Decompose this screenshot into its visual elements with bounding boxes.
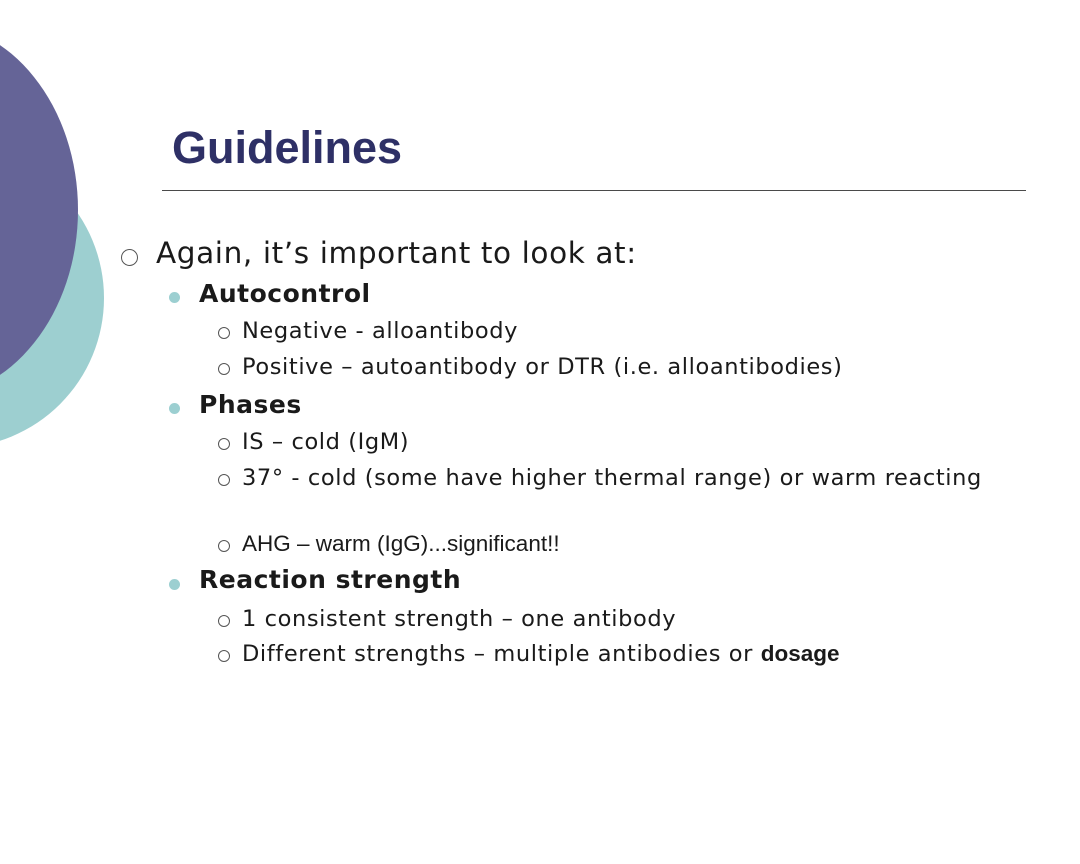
different-strengths-text: Different strengths – multiple antibodies or	[242, 641, 761, 667]
section-heading-autocontrol: Autocontrol	[199, 279, 371, 308]
small-circle-bullet-icon	[218, 650, 230, 662]
slide-title: Guidelines	[172, 122, 403, 173]
list-item-consistent-strength: 1 consistent strength – one antibody	[242, 606, 677, 632]
title-divider	[162, 190, 1026, 191]
dosage-emphasis: dosage	[760, 641, 840, 666]
list-item-negative: Negative - alloantibody	[242, 318, 519, 344]
small-circle-bullet-icon	[218, 540, 230, 552]
list-item-37-degree: 37° - cold (some have higher thermal range) or warm reacting	[242, 465, 982, 491]
dot-bullet-icon	[169, 292, 180, 303]
section-heading-reaction-strength: Reaction strength	[199, 565, 462, 594]
list-item-ahg-warm: AHG – warm (IgG)...significant!!	[242, 531, 560, 556]
small-circle-bullet-icon	[218, 474, 230, 486]
list-item-different-strengths	[242, 641, 840, 667]
small-circle-bullet-icon	[218, 615, 230, 627]
small-circle-bullet-icon	[218, 438, 230, 450]
intro-text: Again, it’s important to look at:	[156, 236, 637, 270]
dot-bullet-icon	[169, 579, 180, 590]
list-item-is-cold: IS – cold (IgM)	[242, 429, 410, 455]
dot-bullet-icon	[169, 403, 180, 414]
small-circle-bullet-icon	[218, 327, 230, 339]
section-heading-phases: Phases	[199, 390, 302, 419]
small-circle-bullet-icon	[218, 363, 230, 375]
hollow-circle-bullet-icon	[121, 249, 138, 266]
list-item-positive: Positive – autoantibody or DTR (i.e. alloantibodies)	[242, 354, 843, 380]
